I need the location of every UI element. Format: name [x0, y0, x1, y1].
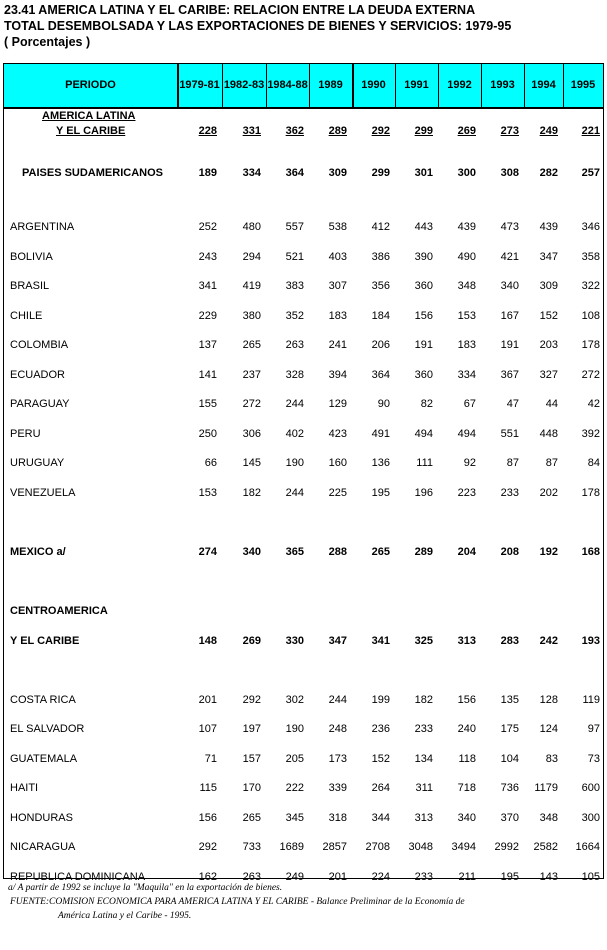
row-label: ECUADOR [10, 369, 66, 381]
table-cell: 367 [500, 369, 519, 381]
header-year-1993: 1993 [490, 79, 515, 91]
table-cell: 557 [285, 221, 304, 233]
table-cell: 313 [457, 635, 476, 647]
table-cell: 340 [242, 546, 261, 558]
table-cell: 119 [582, 694, 600, 706]
row-label: BRASIL [10, 280, 50, 292]
table-cell: 73 [587, 753, 600, 765]
table-cell: 118 [458, 753, 476, 765]
table-cell: 145 [242, 457, 261, 469]
table-cell: 380 [242, 310, 261, 322]
row-label: AMERICA LATINA [42, 110, 136, 122]
table-cell: 347 [539, 251, 558, 263]
header-divider [481, 64, 482, 107]
table-subtitle: TOTAL DESEMBOLSADA Y LAS EXPORTACIONES DE BIENES Y SERVICIOS: 1979-95 [4, 19, 512, 33]
table-cell: 521 [285, 251, 304, 263]
table-cell: 233 [500, 487, 519, 499]
table-cell: 538 [328, 221, 347, 233]
table-cell: 128 [539, 694, 558, 706]
table-cell: 322 [581, 280, 600, 292]
row-label: PARAGUAY [10, 398, 70, 410]
table-cell: 250 [198, 428, 217, 440]
table-cell: 208 [500, 546, 519, 558]
row-label: Y EL CARIBE [10, 635, 80, 647]
table-cell: 419 [242, 280, 261, 292]
table-cell: 233 [414, 871, 433, 883]
table-cell: 175 [500, 723, 519, 735]
header-year-1994: 1994 [531, 79, 556, 91]
table-cell: 196 [414, 487, 433, 499]
table-cell: 105 [581, 871, 600, 883]
table-cell: 327 [539, 369, 558, 381]
table-cell: 328 [285, 369, 304, 381]
row-label: GUATEMALA [10, 753, 78, 765]
table-cell: 192 [539, 546, 558, 558]
table-cell: 439 [457, 221, 476, 233]
table-cell: 184 [371, 310, 390, 322]
table-cell: 318 [328, 812, 347, 824]
table-cell: 202 [539, 487, 558, 499]
table-cell: 283 [500, 635, 519, 647]
table-cell: 183 [328, 310, 347, 322]
table-cell: 421 [500, 251, 519, 263]
table-cell: 190 [285, 457, 304, 469]
table-cell: 148 [198, 635, 217, 647]
header-divider [524, 64, 525, 107]
table-cell: 269 [242, 635, 261, 647]
table-row [4, 248, 603, 266]
table-cell: 473 [500, 221, 519, 233]
table-row [4, 691, 603, 709]
table-cell: 241 [328, 339, 347, 351]
table-cell: 222 [285, 782, 304, 794]
table-cell: 111 [416, 457, 433, 469]
table-cell: 141 [198, 369, 217, 381]
table-cell: 341 [371, 635, 390, 647]
table-cell: 340 [500, 280, 519, 292]
table-row [4, 218, 603, 236]
table-cell: 211 [458, 871, 476, 883]
table-row [4, 277, 603, 295]
table-cell: 309 [539, 280, 558, 292]
table-cell: 44 [545, 398, 558, 410]
table-cell: 299 [371, 167, 390, 179]
table-cell: 236 [371, 723, 390, 735]
header-divider [352, 64, 354, 107]
table-cell: 257 [581, 167, 600, 179]
table-cell: 178 [581, 339, 600, 351]
table-cell: 252 [198, 221, 217, 233]
table-cell: 1664 [575, 841, 600, 853]
table-cell: 248 [328, 723, 347, 735]
table-cell: 265 [371, 546, 390, 558]
table-cell: 143 [539, 871, 558, 883]
table-cell: 364 [285, 167, 304, 179]
table-row [4, 395, 603, 413]
table-cell: 299 [414, 125, 433, 137]
table-cell: 311 [415, 782, 433, 794]
table-cell: 301 [414, 167, 433, 179]
table-row [4, 454, 603, 472]
table-cell: 183 [457, 339, 476, 351]
row-label: ARGENTINA [10, 221, 75, 233]
table-cell: 2708 [365, 841, 390, 853]
table-cell: 292 [371, 125, 390, 137]
table-cell: 273 [500, 125, 519, 137]
row-label: COLOMBIA [10, 339, 69, 351]
row-label: PERU [10, 428, 41, 440]
table-cell: 264 [371, 782, 390, 794]
table-cell: 344 [371, 812, 390, 824]
data-table [3, 63, 604, 883]
table-cell: 733 [242, 841, 261, 853]
table-cell: 308 [500, 167, 519, 179]
row-label: EL SALVADOR [10, 723, 85, 735]
table-cell: 190 [285, 723, 304, 735]
header-year-1982-83: 1982-83 [223, 79, 265, 91]
table-cell: 300 [581, 812, 600, 824]
table-cell: 718 [457, 782, 476, 794]
header-year-1979-81: 1979-81 [179, 79, 220, 91]
table-cell: 124 [539, 723, 558, 735]
table-cell: 178 [581, 487, 600, 499]
table-cell: 3494 [451, 841, 476, 853]
table-cell: 439 [539, 221, 558, 233]
table-cell: 182 [414, 694, 433, 706]
table-row [4, 750, 603, 768]
table-cell: 203 [539, 339, 558, 351]
table-cell: 107 [198, 723, 217, 735]
table-cell: 412 [371, 221, 390, 233]
table-cell: 360 [414, 280, 433, 292]
table-cell: 334 [457, 369, 476, 381]
table-cell: 153 [457, 310, 476, 322]
row-label: COSTA RICA [10, 694, 76, 706]
table-cell: 331 [242, 125, 261, 137]
table-cell: 249 [285, 871, 304, 883]
row-label: CHILE [10, 310, 43, 322]
table-cell: 205 [285, 753, 304, 765]
table-cell: 162 [198, 871, 217, 883]
table-row [4, 632, 603, 650]
table-cell: 199 [371, 694, 390, 706]
table-cell: 170 [242, 782, 261, 794]
table-cell: 348 [539, 812, 558, 824]
table-row [4, 110, 603, 137]
table-cell: 243 [198, 251, 217, 263]
table-cell: 265 [242, 812, 261, 824]
row-label: CENTROAMERICA [10, 605, 108, 617]
table-cell: 67 [463, 398, 476, 410]
header-divider [222, 64, 223, 107]
table-cell: 292 [198, 841, 217, 853]
table-units: ( Porcentajes ) [4, 35, 91, 49]
header-year-1992: 1992 [447, 79, 472, 91]
table-cell: 191 [500, 339, 519, 351]
table-row [4, 809, 603, 827]
table-cell: 352 [285, 310, 304, 322]
row-label: NICARAGUA [10, 841, 76, 853]
table-row [4, 543, 603, 561]
table-cell: 244 [285, 487, 304, 499]
row-label: BOLIVIA [10, 251, 53, 263]
table-cell: 137 [198, 339, 217, 351]
table-cell: 249 [539, 125, 558, 137]
header-divider [563, 64, 564, 107]
table-cell: 97 [587, 723, 600, 735]
row-label: REPUBLICA DOMINICANA [10, 871, 146, 883]
table-cell: 156 [457, 694, 476, 706]
table-cell: 195 [500, 871, 519, 883]
table-cell: 480 [242, 221, 261, 233]
table-cell: 300 [457, 167, 476, 179]
table-cell: 3048 [408, 841, 433, 853]
table-cell: 153 [198, 487, 217, 499]
row-label-continued: Y EL CARIBE [56, 125, 126, 137]
table-row [4, 602, 603, 620]
table-cell: 82 [420, 398, 433, 410]
header-divider [395, 64, 396, 107]
table-cell: 92 [463, 457, 476, 469]
table-cell: 370 [500, 812, 519, 824]
table-cell: 1179 [534, 782, 558, 794]
table-cell: 272 [242, 398, 261, 410]
table-cell: 1689 [279, 841, 304, 853]
header-year-1991: 1991 [404, 79, 429, 91]
table-cell: 224 [371, 871, 390, 883]
table-cell: 423 [328, 428, 347, 440]
table-cell: 263 [285, 339, 304, 351]
table-cell: 90 [377, 398, 390, 410]
row-label: MEXICO a/ [10, 546, 66, 558]
row-label: HONDURAS [10, 812, 73, 824]
table-cell: 265 [242, 339, 261, 351]
header-year-1984-88: 1984-88 [267, 79, 308, 91]
table-cell: 136 [371, 457, 390, 469]
table-cell: 134 [414, 753, 433, 765]
table-cell: 129 [328, 398, 347, 410]
table-cell: 272 [581, 369, 600, 381]
table-cell: 156 [414, 310, 433, 322]
table-cell: 390 [414, 251, 433, 263]
table-cell: 362 [285, 125, 304, 137]
header-periodo: PERIODO [65, 79, 116, 91]
table-cell: 294 [242, 251, 261, 263]
table-cell: 189 [198, 167, 217, 179]
source-note: FUENTE:COMISION ECONOMICA PARA AMERICA LATINA Y EL CARIBE - Balance Preliminar de la Economía de [10, 897, 465, 907]
table-cell: 269 [457, 125, 476, 137]
table-cell: 244 [285, 398, 304, 410]
table-cell: 160 [328, 457, 347, 469]
table-cell: 330 [285, 635, 304, 647]
table-cell: 2992 [494, 841, 519, 853]
table-cell: 2582 [533, 841, 558, 853]
table-cell: 403 [328, 251, 347, 263]
table-cell: 83 [545, 753, 558, 765]
table-cell: 274 [198, 546, 217, 558]
table-cell: 182 [242, 487, 261, 499]
table-row [4, 779, 603, 797]
table-cell: 229 [198, 310, 217, 322]
table-cell: 201 [198, 694, 217, 706]
table-cell: 494 [414, 428, 433, 440]
table-cell: 383 [285, 280, 304, 292]
table-cell: 135 [500, 694, 519, 706]
header-divider [438, 64, 439, 107]
table-cell: 201 [328, 871, 347, 883]
table-row [4, 164, 603, 182]
table-cell: 736 [500, 782, 519, 794]
row-label: VENEZUELA [10, 487, 76, 499]
table-cell: 392 [581, 428, 600, 440]
table-cell: 282 [539, 167, 558, 179]
table-cell: 341 [198, 280, 217, 292]
table-cell: 313 [414, 812, 433, 824]
table-cell: 334 [242, 167, 261, 179]
table-cell: 491 [371, 428, 390, 440]
table-title: 23.41 AMERICA LATINA Y EL CARIBE: RELACION ENTRE LA DEUDA EXTERNA [4, 3, 476, 17]
table-cell: 325 [414, 635, 433, 647]
table-cell: 443 [414, 221, 433, 233]
table-cell: 71 [204, 753, 217, 765]
table-cell: 360 [414, 369, 433, 381]
header-year-1989: 1989 [318, 79, 343, 91]
table-row [4, 838, 603, 856]
table-cell: 448 [539, 428, 558, 440]
table-cell: 157 [242, 753, 261, 765]
table-cell: 244 [328, 694, 347, 706]
table-cell: 87 [506, 457, 519, 469]
table-cell: 490 [457, 251, 476, 263]
table-cell: 237 [242, 369, 261, 381]
table-cell: 168 [581, 546, 600, 558]
table-cell: 356 [371, 280, 390, 292]
table-cell: 302 [285, 694, 304, 706]
table-cell: 289 [328, 125, 347, 137]
table-cell: 152 [371, 753, 390, 765]
header-divider [266, 64, 267, 107]
table-cell: 233 [414, 723, 433, 735]
table-cell: 288 [328, 546, 347, 558]
table-cell: 307 [328, 280, 347, 292]
table-row [4, 425, 603, 443]
table-cell: 42 [587, 398, 600, 410]
table-cell: 345 [285, 812, 304, 824]
table-cell: 289 [414, 546, 433, 558]
table-cell: 221 [581, 125, 600, 137]
table-cell: 228 [198, 125, 217, 137]
table-row [4, 720, 603, 738]
header-divider [309, 64, 310, 107]
table-cell: 242 [539, 635, 558, 647]
table-cell: 292 [242, 694, 261, 706]
table-row [4, 307, 603, 325]
table-cell: 2857 [322, 841, 347, 853]
table-cell: 193 [581, 635, 600, 647]
table-cell: 47 [506, 398, 519, 410]
table-cell: 347 [328, 635, 347, 647]
header-year-1990: 1990 [361, 79, 386, 91]
table-cell: 340 [457, 812, 476, 824]
table-cell: 402 [285, 428, 304, 440]
footnote: a/ A partir de 1992 se incluye la "Maquila" en la exportación de bienes. [8, 883, 283, 893]
table-header [4, 64, 603, 109]
table-cell: 152 [539, 310, 558, 322]
table-cell: 66 [204, 457, 217, 469]
table-cell: 104 [500, 753, 519, 765]
row-label: PAISES SUDAMERICANOS [22, 167, 163, 179]
table-cell: 364 [371, 369, 390, 381]
table-cell: 197 [242, 723, 261, 735]
table-cell: 191 [414, 339, 433, 351]
table-cell: 155 [198, 398, 217, 410]
table-cell: 206 [371, 339, 390, 351]
table-cell: 115 [199, 782, 217, 794]
table-row [4, 484, 603, 502]
header-divider [177, 64, 179, 107]
table-cell: 108 [581, 310, 600, 322]
table-cell: 223 [457, 487, 476, 499]
table-row [4, 366, 603, 384]
table-cell: 365 [285, 546, 304, 558]
table-cell: 225 [328, 487, 347, 499]
table-cell: 167 [500, 310, 519, 322]
source-note-continued: América Latina y el Caribe - 1995. [58, 911, 192, 921]
table-cell: 339 [328, 782, 347, 794]
table-cell: 306 [242, 428, 261, 440]
table-cell: 240 [457, 723, 476, 735]
table-cell: 358 [581, 251, 600, 263]
table-cell: 156 [198, 812, 217, 824]
table-cell: 173 [328, 753, 347, 765]
table-cell: 204 [457, 546, 476, 558]
header-year-1995: 1995 [570, 79, 596, 91]
table-cell: 195 [371, 487, 390, 499]
row-label: URUGUAY [10, 457, 65, 469]
table-cell: 394 [328, 369, 347, 381]
table-cell: 494 [457, 428, 476, 440]
table-cell: 87 [545, 457, 558, 469]
table-cell: 600 [581, 782, 600, 794]
table-cell: 348 [457, 280, 476, 292]
table-cell: 386 [371, 251, 390, 263]
table-cell: 263 [242, 871, 261, 883]
table-cell: 346 [581, 221, 600, 233]
table-cell: 551 [500, 428, 519, 440]
table-row [4, 336, 603, 354]
row-label: HAITI [10, 782, 39, 794]
table-cell: 309 [328, 167, 347, 179]
table-cell: 84 [587, 457, 600, 469]
